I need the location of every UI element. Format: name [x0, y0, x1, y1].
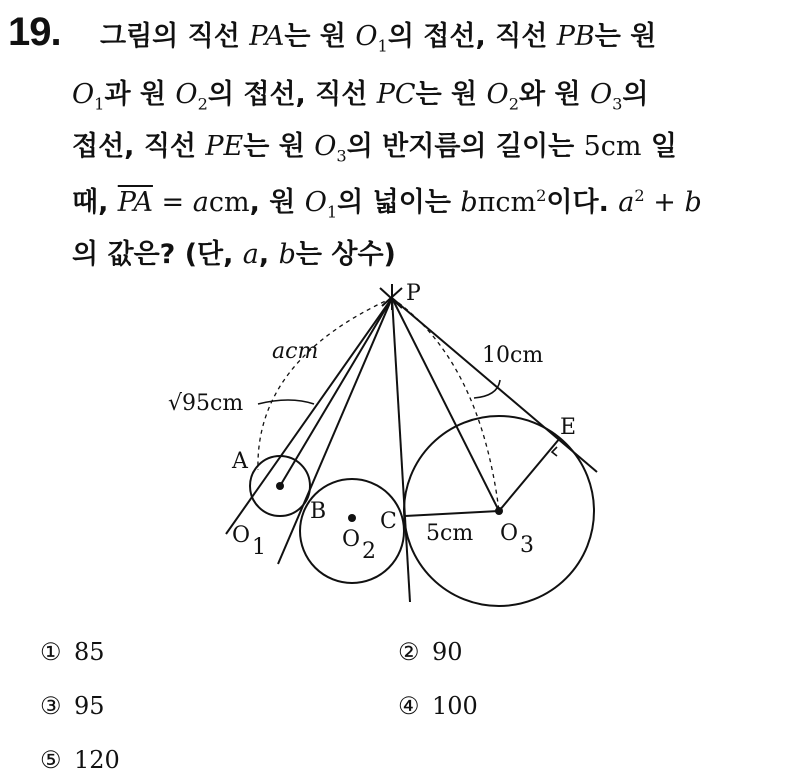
segment-o3-e — [499, 438, 560, 511]
line4-segment: b — [684, 187, 702, 218]
choice-2-value: 90 — [432, 638, 463, 666]
line2-subscript: 2 — [508, 94, 519, 114]
line2-segment: 와 원 — [519, 79, 590, 110]
line4-segment: = — [152, 187, 193, 218]
line4-superscript: 2 — [536, 186, 547, 205]
label-a: A — [232, 449, 248, 474]
label-o1: O — [232, 523, 251, 548]
label-b: B — [310, 499, 327, 524]
line2-subscript: 3 — [612, 94, 623, 114]
line3-segment: 접선, 직선 — [72, 131, 206, 162]
choice-3-mark: ③ — [40, 692, 62, 720]
label-o2: O — [342, 527, 361, 552]
choice-5[interactable] — [40, 746, 120, 774]
choice-4-mark: ④ — [398, 692, 420, 720]
line1-segment: PB — [556, 21, 595, 52]
line3-segment: PE — [205, 131, 244, 162]
choice-4[interactable] — [398, 692, 478, 720]
line4-superscript: 2 — [634, 186, 645, 205]
line2-segment: 의 — [622, 79, 649, 110]
label-sqrt95: √95cm — [168, 391, 244, 416]
label-e: E — [560, 415, 577, 440]
label-5cm: 5cm — [426, 521, 474, 546]
line3-segment: O — [314, 131, 337, 162]
line2-subscript: 2 — [197, 94, 208, 114]
label-p: P — [406, 281, 421, 306]
line1-subscript: 1 — [377, 36, 388, 56]
line4-segment: a — [618, 187, 635, 218]
segment-po3 — [392, 298, 499, 511]
line5-segment: , — [258, 239, 279, 270]
label-c: C — [380, 509, 397, 534]
line2-segment: O — [72, 79, 95, 110]
line2-segment: O — [175, 79, 198, 110]
choice-5-mark: ⑤ — [40, 746, 62, 774]
choice-1-mark: ① — [40, 638, 62, 666]
label-o1-sub: 1 — [252, 535, 266, 560]
line5-segment: a — [242, 239, 259, 270]
line1-segment: O — [355, 21, 378, 52]
label-o3: O — [500, 521, 519, 546]
line-pb — [278, 298, 392, 564]
line2-segment: O — [486, 79, 509, 110]
label-10cm: 10cm — [482, 343, 544, 368]
line4-subscript: 1 — [326, 202, 338, 222]
line2-segment: PC — [376, 79, 416, 110]
line4-segment: , 원 — [249, 187, 305, 218]
dashed-arc-a — [258, 298, 392, 470]
line-pc — [392, 298, 410, 602]
line3-segment: 의 반지름의 길이는 — [346, 131, 584, 162]
center-o2 — [348, 514, 356, 522]
choice-4-value: 100 — [432, 692, 478, 720]
center-o1 — [276, 482, 284, 490]
line1-segment: 는 원 — [284, 21, 356, 52]
line2-segment: O — [589, 79, 613, 110]
choice-1[interactable] — [40, 638, 105, 666]
line2-subscript: 1 — [94, 94, 105, 114]
question-number: 19. — [8, 10, 61, 54]
line4-segment: 의 넓이는 — [337, 187, 461, 218]
line3-segment: 일 — [641, 131, 677, 162]
line4-segment: O — [304, 187, 327, 218]
choice-3[interactable] — [40, 692, 105, 720]
line4-segment: cm — [208, 187, 250, 218]
brace-sqrt95 — [258, 400, 314, 404]
line5-segment: 는 상수) — [295, 239, 396, 270]
center-o3 — [495, 507, 503, 515]
line1-segment: PA — [249, 21, 285, 52]
line2-segment: 의 접선, 직선 — [207, 79, 377, 110]
brace-10 — [474, 380, 500, 398]
label-o3-sub: 3 — [520, 533, 534, 558]
line3-subscript: 3 — [336, 146, 347, 166]
line3-segment: 는 원 — [243, 131, 315, 162]
line1-segment: 의 접선, 직선 — [387, 21, 557, 52]
line4-segment: b — [460, 187, 478, 218]
line4-segment: a — [192, 187, 209, 218]
line4-segment: 이다. — [546, 187, 619, 218]
right-angle-e — [552, 447, 557, 456]
line4-segment: 때, — [72, 187, 118, 218]
line1-segment: 그림의 직선 — [100, 21, 250, 52]
line1-segment: 는 원 — [594, 21, 657, 52]
segment-c-o3 — [405, 511, 499, 516]
choice-5-value: 120 — [74, 746, 120, 774]
line4-segment: + — [644, 187, 685, 218]
line4-segment: $\overline{PA}$ — [117, 187, 153, 218]
choice-3-value: 95 — [74, 692, 105, 720]
line4-segment: πcm — [477, 187, 537, 218]
line5-segment: b — [278, 239, 296, 270]
choice-2[interactable] — [398, 638, 463, 666]
choice-1-value: 85 — [74, 638, 105, 666]
line2-segment: 는 원 — [415, 79, 487, 110]
label-o2-sub: 2 — [362, 539, 376, 564]
line-pa — [226, 298, 392, 534]
line5-segment: 의 값은? (단, — [72, 239, 243, 270]
choice-2-mark: ② — [398, 638, 420, 666]
line2-segment: 과 원 — [104, 79, 176, 110]
segment-po1 — [280, 298, 392, 486]
line3-segment: 5cm — [583, 131, 642, 162]
label-a-cm: acm — [272, 339, 319, 364]
